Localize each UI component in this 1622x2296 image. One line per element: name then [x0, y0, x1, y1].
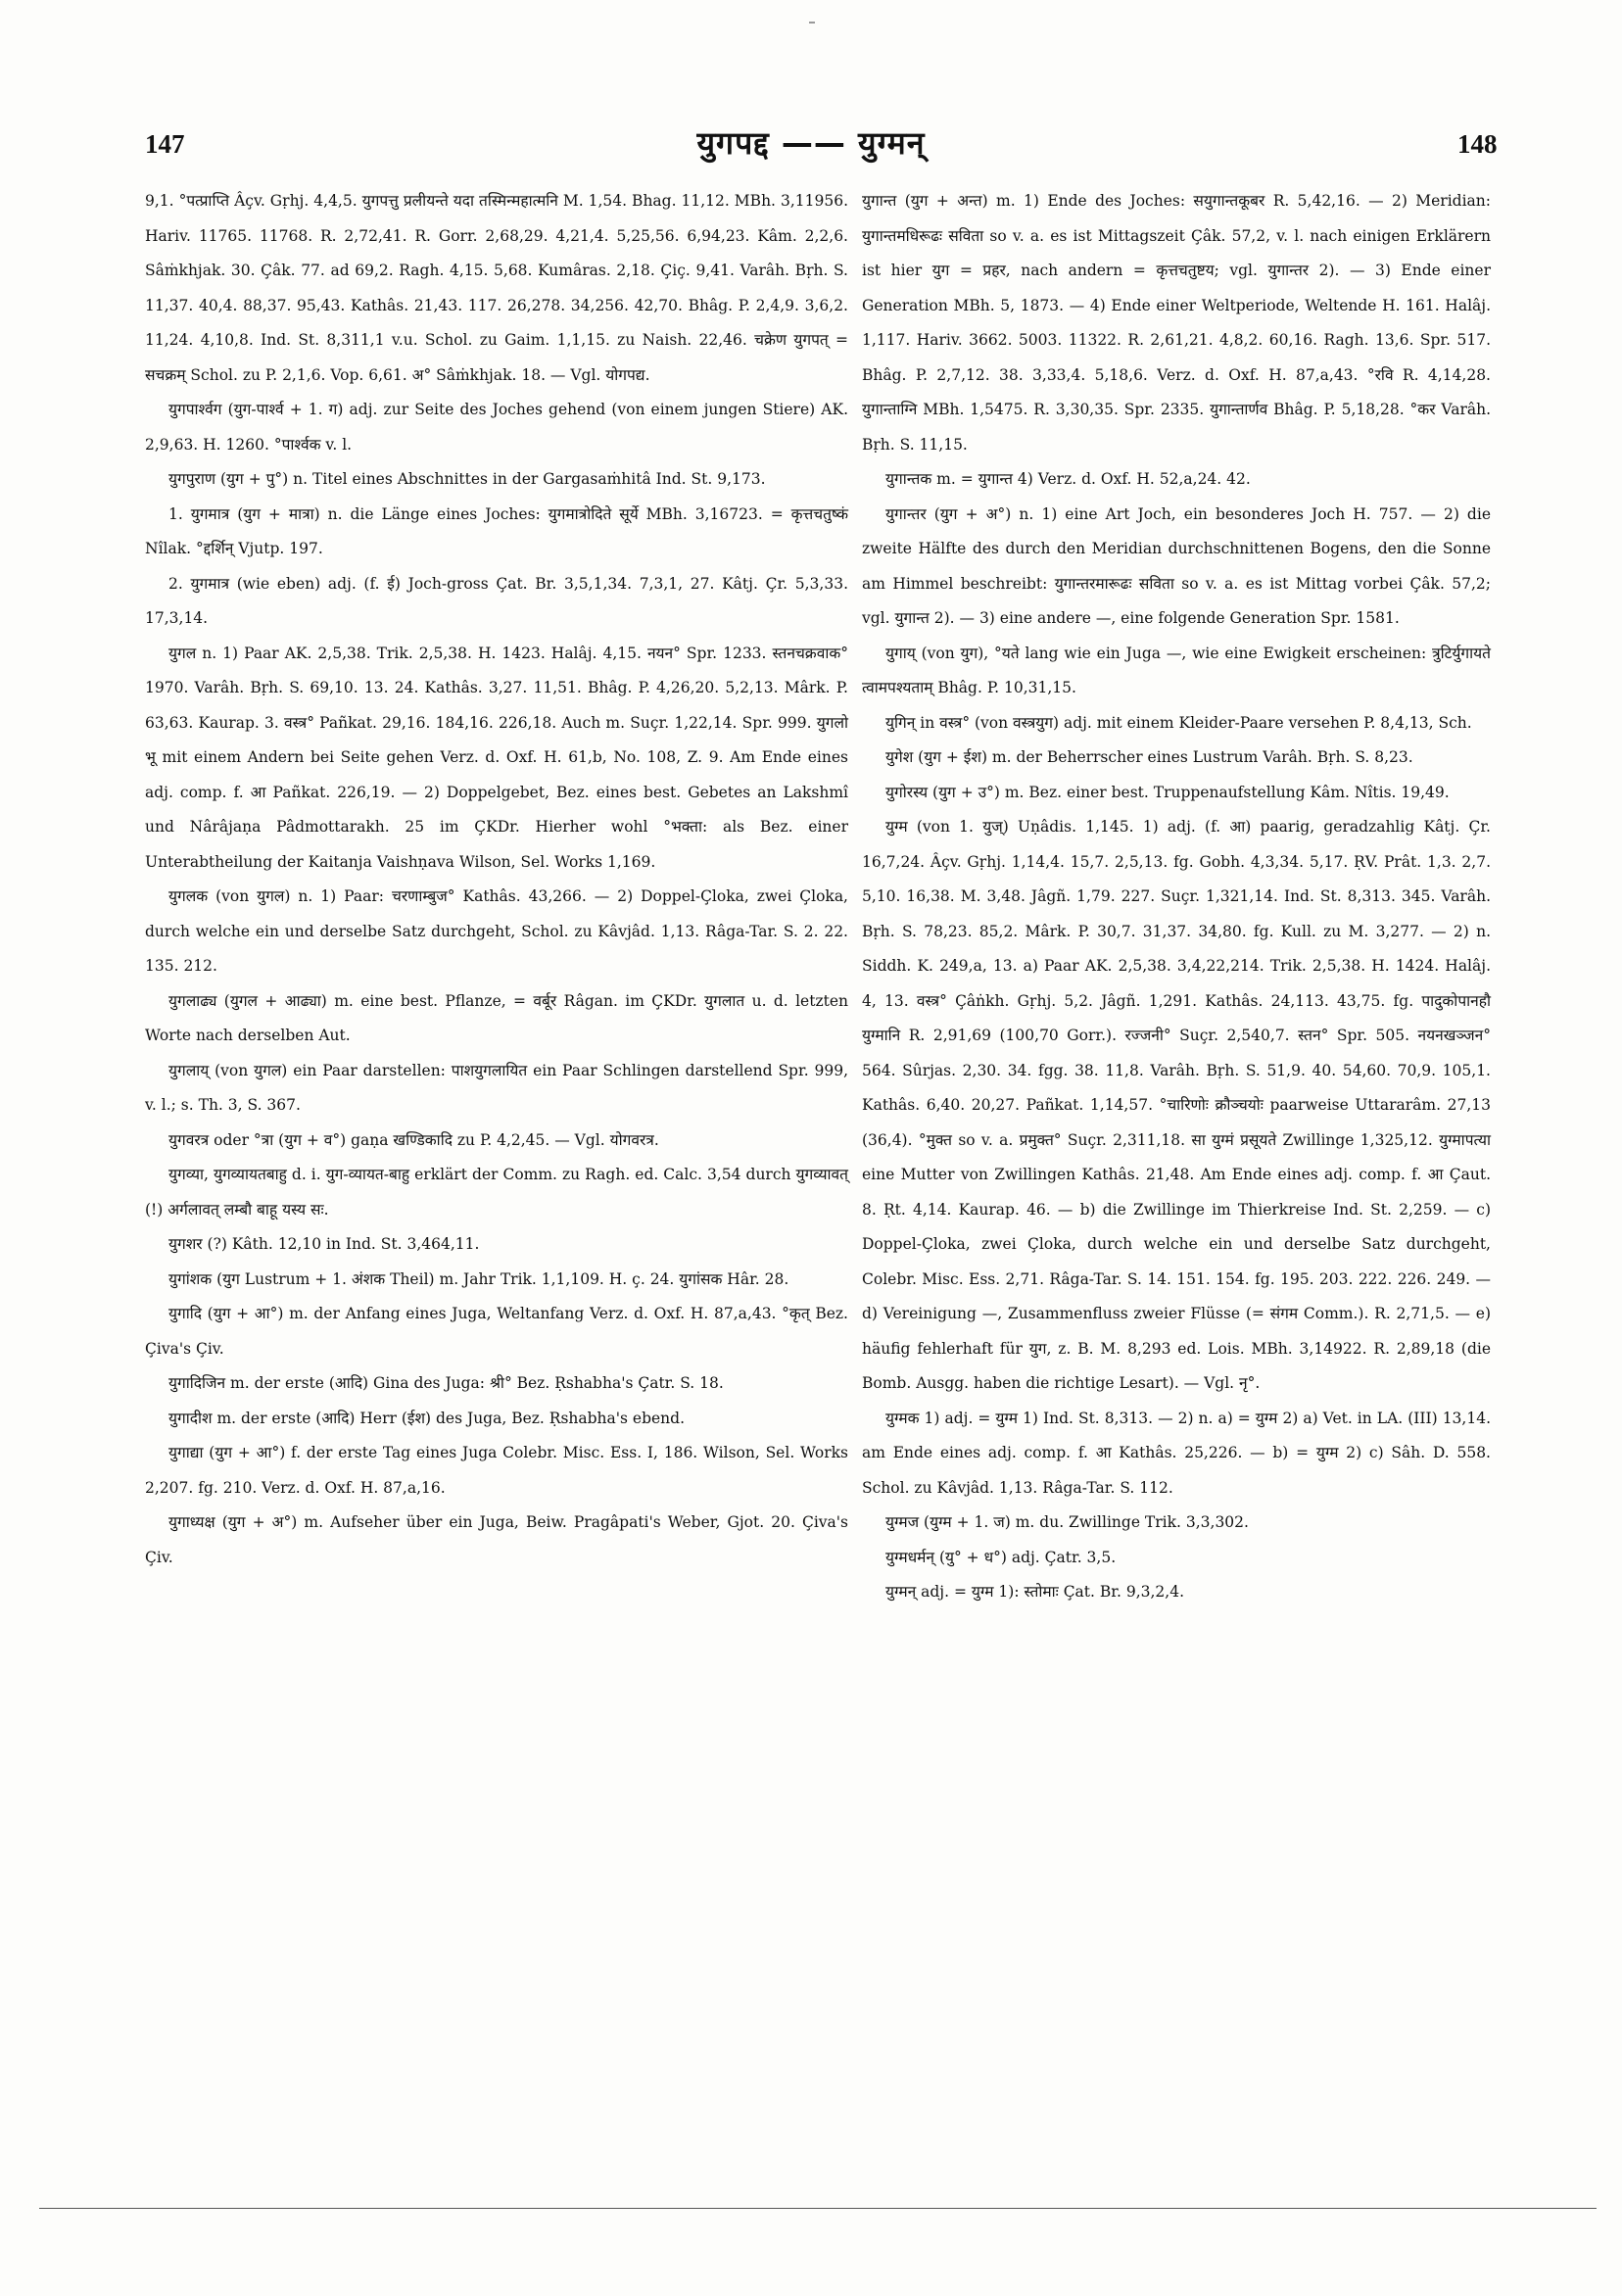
entry: युग्मन् adj. = युग्म 1): स्तोमाः Çat. Br. 9,3,2,4.: [885, 1583, 1184, 1601]
entry: युगशर (?) Kâth. 12,10 in Ind. St. 3,464,11.: [168, 1235, 480, 1253]
entry: युगलाय् (von युगल) ein Paar darstellen: पाशयुगलायित ein Paar Schlingen darstellend Spr. 999, v. l.; s. Th. 3, S. 367.: [145, 1061, 848, 1114]
entry: युगादिजिन m. der erste (आदि) Gina des Juga: श्री° Bez. Ṛshabha's Çatr. S. 18.: [168, 1374, 724, 1392]
entry: युगलक (von युगल) n. 1) Paar: चरणाम्बुज° Kathâs. 43,266. — 2) Doppel-Çloka, zwei Çloka, durch welche ein und derselbe Satz durchgeht, Schol. zu Kâvjâd. 1,13. Râga-Tar. S. 2. 22. 135. 212.: [145, 887, 848, 975]
entry: युग्मज (युग्म + 1. ज) m. du. Zwillinge Trik. 3,3,302.: [885, 1513, 1249, 1531]
entry: युग्मक 1) adj. = युग्म 1) Ind. St. 8,313. — 2) n. a) = युग्म 2) a) Vet. in LA. (III) 13,14. am Ende eines adj. comp. f. आ Kathâs. 25,226. — b) = युग्म 2) c) Sâh. D. 558. Schol. zu Kâvjâd. 1,13. Râga-Tar. S. 112.: [862, 1409, 1491, 1497]
entry: युगांशक (युग Lustrum + 1. अंशक Theil) m. Jahr Trik. 1,1,109. H. ç. 24. युगांसक Hâr. 28.: [168, 1269, 789, 1288]
entry: युग्मधर्मन् (यु° + ध°) adj. Çatr. 3,5.: [885, 1548, 1117, 1566]
entry: युगान्तक m. = युगान्त 4) Verz. d. Oxf. H. 52,a,24. 42.: [885, 470, 1251, 488]
left-column: [145, 184, 848, 1575]
entry: 2. युगमात्र (wie eben) adj. (f. ई) Joch-gross Çat. Br. 3,5,1,34. 7,3,1, 27. Kâtj. Çr. 5,3,33. 17,3,14.: [145, 574, 848, 627]
entry: युगाय् (von युग), °यते lang wie ein Juga —, wie eine Ewigkeit erscheinen: त्रुटिर्युगायते त्वामपश्यताम् Bhâg. P. 10,31,15.: [862, 644, 1491, 696]
entry: युग्म (von 1. युज्) Uṇâdis. 1,145. 1) adj. (f. आ) paarig, geradzahlig Kâtj. Çr. 16,7,24. Âçv. Gṛhj. 1,14,4. 15,7. 2,5,13. fg. Gobh. 4,3,34. 5,17. ṚV. Prât. 1,3. 2,7. 5,10. 16,38. M. 3,48. Jâgñ. 1,79. 227. Suçr. 1,321,14. Ind. St. 8,313. 345. Varâh. Bṛh. S. 78,23. 85,2. Mârk. P. 30,7. 31,37. 34,80. fg. Kull. zu M. 3,277. — 2) n. Siddh. K. 249,a, 13. a) Paar AK. 2,5,38. 3,4,22,214. Trik. 2,5,38. H. 1424. Halâj. 4, 13. वस्त्र° Çâṅkh. Gṛhj. 5,2. Jâgñ. 1,291. Kathâs. 24,113. 43,75. fg. पादुकोपानहौ युग्मानि R. 2,91,69 (100,70 Gorr.). रज्जनी° Suçr. 2,540,7. स्तन° Spr. 505. नयनखञ्जन° 564. Sûrjas. 2,30. 34. fgg. 38. 11,8. Varâh. Bṛh. S. 51,9. 40. 54,60. 70,9. 105,1. Kathâs. 6,40. 20,27. Pañkat. 1,14,57. °चारिणोः क्रौञ्चयोः paarweise Uttararâm. 27,13 (36,4). °मुक्त so v. a. प्रमुक्त° Suçr. 2,311,18. सा युग्मं प्रसूयते Zwillinge 1,325,12. युग्मापत्या eine Mutter von Zwillingen Kathâs. 21,48. Am Ende eines adj. comp. f. आ Çaut. 8. Ṛt. 4,14. Kaurap. 46. — b) die Zwillinge im Thierkreise Ind. St. 2,259. — c) Doppel-Çloka, zwei Çloka, durch welche ein und derselbe Satz durchgeht, Colebr. Misc. Ess. 2,71. Râga-Tar. S. 14. 151. 154. fg. 195. 203. 222. 226. 249. — d) Vereinigung —, Zusammenfluss zweier Flüsse (= संगम Comm.). R. 2,71,5. — e) häufig fehlerhaft für युग, z. B. M. 8,293 ed. Lois. MBh. 3,14922. R. 2,89,18 (die Bomb. Ausgg. haben die richtige Lesart). — Vgl. नृ°.: [862, 818, 1491, 1392]
entry: 1. युगमात्र (युग + मात्रा) n. die Länge eines Joches: युगमात्रोदिते सूर्ये MBh. 3,16723. = कृत्तचतुष्कं Nîlak. °द्दर्शिन् Vjutp. 197.: [145, 504, 848, 557]
entry: युगान्तर (युग + अ°) n. 1) eine Art Joch, ein besonderes Joch H. 757. — 2) die zweite Hälfte des durch den Meridian durchschnittenen Bogens, den die Sonne am Himmel beschreibt: युगान्तरमारूढः सविता so v. a. es ist Mittag vorbei Çâk. 57,2; vgl. युगान्त 2). — 3) eine andere —, eine folgende Generation Spr. 1581.: [862, 504, 1491, 627]
entry: युगवरत्र oder °त्रा (युग + व°) gaṇa खण्डिकादि zu P. 4,2,45. — Vgl. योगवरत्र.: [168, 1130, 659, 1149]
entry: युगेश (युग + ईश) m. der Beherrscher eines Lustrum Varâh. Bṛh. S. 8,23.: [885, 748, 1413, 766]
entry: युगादि (युग + आ°) m. der Anfang eines Juga, Weltanfang Verz. d. Oxf. H. 87,a,43. °कृत् Bez. Çiva's Çiv.: [145, 1305, 848, 1358]
right-column: [862, 184, 1491, 1610]
bottom-rule: [39, 2208, 1597, 2209]
entry: 9,1. °पत्प्राप्ति Âçv. Gṛhj. 4,4,5. युगपत्तु प्रलीयन्ते यदा तस्मिन्महात्मनि M. 1,54. Bhag. 11,12. MBh. 3,11956. Hariv. 11765. 11768. R. 2,72,41. R. Gorr. 2,68,29. 4,21,4. 5,25,56. 6,94,23. Kâm. 2,2,6. Sâṁkhjak. 30. Çâk. 77. ad 69,2. Ragh. 4,15. 5,68. Kumâras. 2,18. Çiç. 9,41. Varâh. Bṛh. S. 11,37. 40,4. 88,37. 95,43. Kathâs. 21,43. 117. 26,278. 34,256. 42,70. Bhâg. P. 2,4,9. 3,6,2. 11,24. 4,10,8. Ind. St. 8,311,1 v.u. Schol. zu Gaim. 1,1,15. zu Naish. 22,46. चक्रेण युगपत् = सचक्रम् Schol. zu P. 2,1,6. Vop. 6,61. अ° Sâṁkhjak. 18. — Vgl. योगपद्य.: [145, 192, 848, 384]
entry: युगिन् in वस्त्र° (von वस्त्रयुग) adj. mit einem Kleider-Paare versehen P. 8,4,13, Sch.: [885, 713, 1472, 732]
entry: युगल n. 1) Paar AK. 2,5,38. Trik. 2,5,38. H. 1423. Halâj. 4,15. नयन° Spr. 1233. स्तनचक्रवाक° 1970. Varâh. Bṛh. S. 69,10. 13. 24. Kathâs. 3,27. 11,51. Bhâg. P. 4,26,20. 5,2,13. Mârk. P. 63,63. Kaurap. 3. वस्त्र° Pañkat. 29,16. 184,16. 226,18. Auch m. Suçr. 1,22,14. Spr. 999. युगलो भू mit einem Andern bei Seite gehen Verz. d. Oxf. H. 61,b, No. 108, Z. 9. Am Ende eines adj. comp. f. आ Pañkat. 226,19. — 2) Doppelgebet, Bez. eines best. Gebetes an Lakshmî und Nârâjaṇa Pâdmottarakh. 25 im ÇKDr. Hierher wohl °भक्ता: als Bez. einer Unterabtheilung der Kaitanja Vaishṇava Wilson, Sel. Works 1,169.: [145, 644, 848, 871]
entry: युगाद्या (युग + आ°) f. der erste Tag eines Juga Colebr. Misc. Ess. I, 186. Wilson, Sel. Works 2,207. fg. 210. Verz. d. Oxf. H. 87,a,16.: [145, 1444, 848, 1497]
entry: युगाध्यक्ष (युग + अ°) m. Aufseher über ein Juga, Beiw. Pragâpati's Weber, Gjot. 20. Çiva's Çiv.: [145, 1513, 848, 1566]
page-number-left: 147: [145, 129, 185, 159]
scan-mark: [809, 22, 815, 24]
entry: युगान्त (युग + अन्त) m. 1) Ende des Joches: सयुगान्तकूबर R. 5,42,16. — 2) Meridian: युगान्तमधिरूढः सविता so v. a. es ist Mittagszeit Çâk. 57,2, v. l. nach einigen Erklärern ist hier युग = प्रहर, nach andern = कृत्तचतुष्टय; vgl. युगान्तर 2). — 3) Ende einer Generation MBh. 5, 1873. — 4) Ende einer Weltperiode, Weltende H. 161. Halâj. 1,117. Hariv. 3662. 5003. 11322. R. 2,61,21. 4,8,2. 60,16. Ragh. 13,6. Spr. 517. Bhâg. P. 2,7,12. 38. 3,33,4. 5,18,6. Verz. d. Oxf. H. 87,a,43. °रवि R. 4,14,28. युगान्ताग्नि MBh. 1,5475. R. 3,30,35. Spr. 2335. युगान्तार्णव Bhâg. P. 5,18,28. °कर Varâh. Bṛh. S. 11,15.: [862, 192, 1491, 454]
entry: युगव्या, युगव्यायतबाहु d. i. युग-व्यायत-बाहु erklärt der Comm. zu Ragh. ed. Calc. 3,54 durch युगव्यावत् (!) अर्गलावत् लम्बौ बाहू यस्य सः.: [145, 1166, 848, 1219]
running-head: युगपद्द —— युग्मन्: [696, 124, 926, 162]
entry: युगपार्श्वग (युग-पार्श्व + 1. ग) adj. zur Seite des Joches gehend (von einem jungen Stiere) AK. 2,9,63. H. 1260. °पार्श्वक v. l.: [145, 401, 848, 454]
page-number-right: 148: [1457, 129, 1498, 159]
entry: युगादीश m. der erste (आदि) Herr (ईश) des Juga, Bez. Ṛshabha's ebend.: [168, 1409, 686, 1427]
entry: युगपुराण (युग + पु°) n. Titel eines Abschnittes in der Gargasaṁhitâ Ind. St. 9,173.: [168, 470, 766, 488]
entry: युगलाढ्य (युगल + आढ्या) m. eine best. Pflanze, = वर्बूर Râgan. im ÇKDr. युगलात u. d. letzten Worte nach derselben Aut.: [145, 991, 848, 1044]
entry: युगोरस्य (युग + उ°) m. Bez. einer best. Truppenaufstellung Kâm. Nîtis. 19,49.: [885, 783, 1450, 801]
